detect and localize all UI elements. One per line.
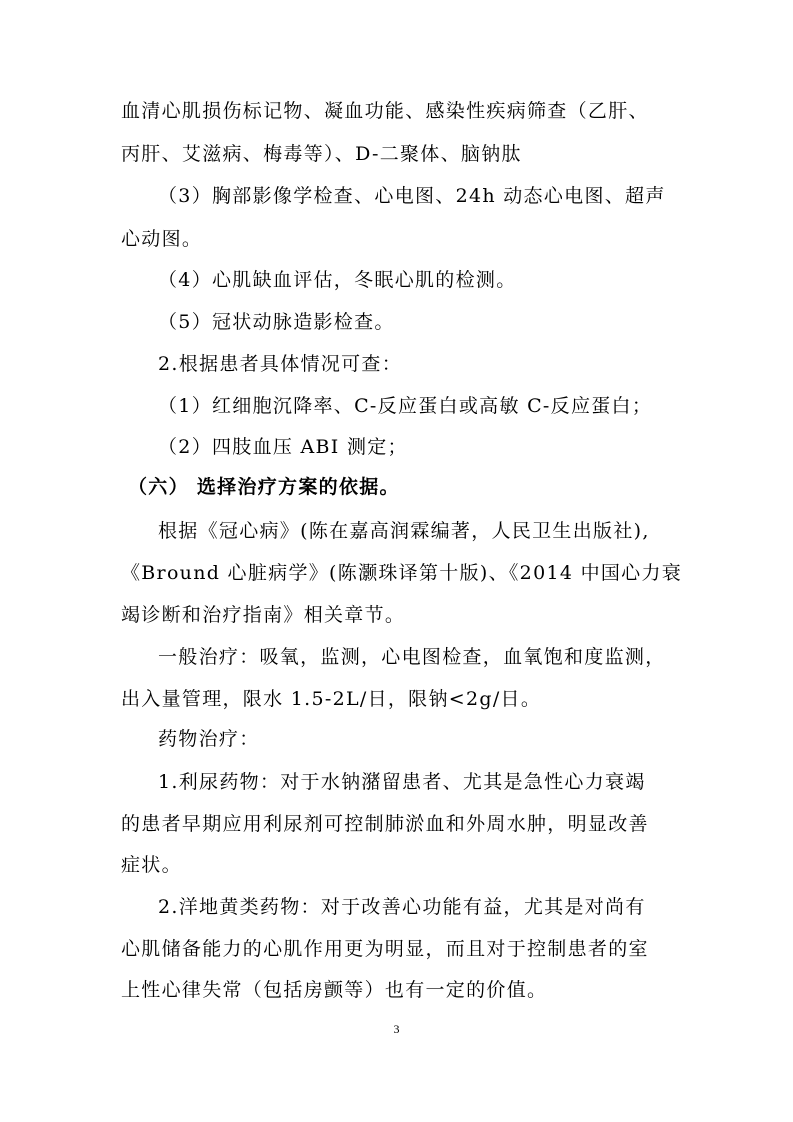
text-line: （2）四肢血压 ABI 测定；: [158, 436, 408, 458]
text-line: 竭诊断和治疗指南》相关章节。: [121, 604, 406, 626]
text-line: 2.根据患者具体情况可查：: [158, 353, 403, 375]
text-line: （1）红细胞沉降率、C-反应蛋白或高敏 C-反应蛋白；: [158, 395, 653, 417]
page-number: 3: [393, 1022, 400, 1036]
text-line: 2.洋地黄类药物：对于改善心功能有益，尤其是对尚有: [158, 896, 646, 918]
text-line: （5）冠状动脉造影检查。: [158, 311, 395, 333]
text-line: 药物治疗：: [158, 728, 260, 750]
text-line: 《Bround 心脏病学》(陈灏珠译第十版)、《2014 中国心力衰: [121, 562, 683, 584]
text-line: 丙肝、艾滋病、梅毒等）、D-二聚体、脑钠肽: [121, 143, 522, 165]
text-line: 症状。: [121, 854, 182, 876]
text-line: 1.利尿药物：对于水钠潴留患者、尤其是急性心力衰竭: [158, 771, 646, 793]
text-line: （4）心肌缺血评估，冬眠心肌的检测。: [158, 269, 517, 291]
text-line: 血清心肌损伤标记物、凝血功能、感染性疾病筛查（乙肝、: [121, 100, 649, 122]
text-line: 心肌储备能力的心肌作用更为明显，而且对于控制患者的室: [121, 938, 649, 960]
section-heading: （六） 选择治疗方案的依据。: [128, 476, 400, 498]
text-line: 根据《冠心病》(陈在嘉高润霖编著，人民卫生出版社),: [158, 520, 650, 542]
text-line: 心动图。: [121, 228, 203, 250]
text-line: 上性心律失常（包括房颤等）也有一定的价值。: [121, 979, 548, 1001]
text-line: 的患者早期应用利尿剂可控制肺淤血和外周水肿，明显改善: [121, 813, 649, 835]
text-line: （3）胸部影像学检查、心电图、24h 动态心电图、超声: [158, 185, 666, 207]
text-line: 出入量管理，限水 1.5-2L/日，限钠<2g/日。: [121, 688, 542, 710]
text-line: 一般治疗：吸氧，监测，心电图检查，血氧饱和度监测，: [158, 646, 666, 668]
